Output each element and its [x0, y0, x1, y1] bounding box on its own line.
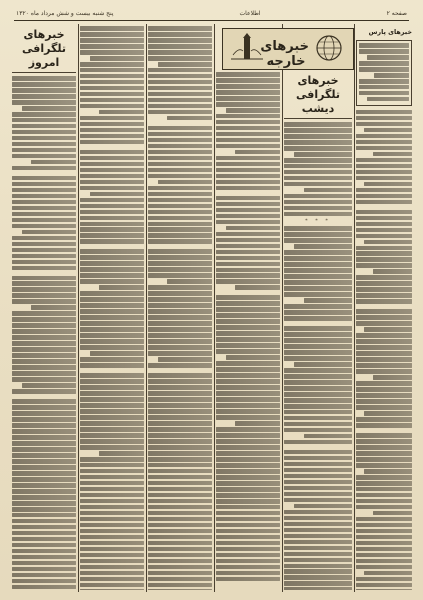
article-text: [356, 110, 412, 590]
paper-name: اطلاعات: [239, 9, 261, 17]
article-text: [12, 76, 76, 590]
column-1: [356, 26, 412, 590]
article-text: [80, 26, 144, 590]
column-rule: [214, 24, 215, 592]
column-rule: [78, 24, 79, 592]
today-headline: خبرهای تلگرافی امروز: [12, 28, 76, 73]
column-4: [148, 26, 212, 590]
section-logo-box: [222, 28, 354, 70]
pars-news-header: خبرهای پارس: [368, 28, 412, 36]
article-text: [148, 26, 212, 590]
section-title: خبرهای خارجه: [260, 39, 309, 69]
masthead: [14, 6, 409, 21]
column-2: [284, 72, 352, 590]
article-text: * * *: [284, 122, 352, 590]
date-line: پنج شنبه بیست و شش مرداد ماه ۱۳۲۰: [16, 9, 114, 17]
column-6: [12, 26, 76, 590]
column-rule: [146, 24, 147, 592]
column-3: [216, 72, 280, 590]
column-5: [80, 26, 144, 590]
page-number: صفحه ۲: [386, 9, 407, 17]
globe-emblem-icon: [309, 33, 349, 63]
column-rule: [354, 24, 355, 592]
tower-emblem-icon: [227, 33, 267, 63]
last-night-headline: خبرهای تلگرافی دیشب: [284, 74, 352, 119]
column-rule: [282, 24, 283, 592]
boxed-article: [356, 40, 412, 106]
article-text: [216, 72, 280, 581]
